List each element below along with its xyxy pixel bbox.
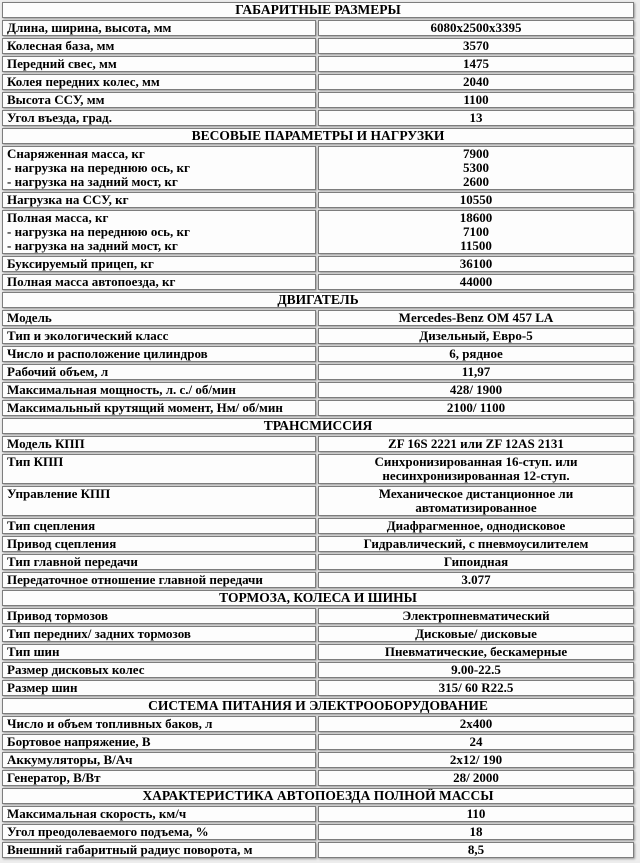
section-header-row [2, 128, 634, 144]
spec-value: ZF 16S 2221 или ZF 12AS 2131 [388, 436, 564, 451]
spec-value: Пневматические, бескамерные [384, 644, 568, 659]
spec-label-cell [2, 806, 316, 822]
spec-value-cell [318, 554, 634, 570]
section-header [2, 788, 634, 804]
spec-label-cell [2, 734, 316, 750]
spec-label-cell [2, 680, 316, 696]
spec-value-cell [318, 192, 634, 208]
spec-label-cell [2, 644, 316, 660]
spec-label: Генератор, В/Вт [7, 770, 101, 785]
spec-value-cell [318, 210, 634, 254]
table-row [2, 382, 634, 398]
section-header-row [2, 698, 634, 714]
section-title: ХАРАКТЕРИСТИКА АВТОПОЕЗДА ПОЛНОЙ МАССЫ [142, 788, 494, 803]
spec-value: 11,97 [461, 364, 491, 379]
spec-value: 44000 [459, 274, 493, 289]
table-row [2, 56, 634, 72]
section-title: ТРАНСМИССИЯ [263, 418, 373, 433]
spec-label: Угол въезда, град. [7, 110, 112, 125]
spec-value-cell [318, 572, 634, 588]
section-header [2, 698, 634, 714]
section-header-row [2, 418, 634, 434]
spec-label: Тип шин [7, 644, 60, 659]
spec-label-cell [2, 146, 316, 190]
table-row [2, 486, 634, 516]
spec-label-cell [2, 536, 316, 552]
spec-label: Длина, ширина, высота, мм [7, 20, 172, 35]
spec-label-cell [2, 92, 316, 108]
table-row [2, 74, 634, 90]
spec-label-cell [2, 662, 316, 678]
spec-value-cell [318, 824, 634, 840]
spec-label-cell [2, 400, 316, 416]
spec-value: 18600 [459, 210, 493, 225]
spec-value-cell [318, 74, 634, 90]
spec-label: Модель [7, 310, 52, 325]
spec-value: 315/ 60 R22.5 [438, 680, 514, 695]
spec-value: 7100 [463, 224, 489, 239]
table-row [2, 364, 634, 380]
spec-value-cell [318, 770, 634, 786]
spec-value-cell [318, 536, 634, 552]
spec-label-cell [2, 310, 316, 326]
spec-value-cell [318, 20, 634, 36]
spec-value: 11500 [460, 238, 492, 253]
spec-value-cell [318, 644, 634, 660]
spec-value-cell [318, 328, 634, 344]
spec-label-cell [2, 454, 316, 484]
spec-value: Дизельный, Евро-5 [419, 328, 533, 343]
spec-label: - нагрузка на задний мост, кг [7, 238, 178, 253]
table-row [2, 680, 634, 696]
spec-value: Синхронизированная 16-ступ. или [374, 454, 578, 469]
spec-value: 3.077 [461, 572, 491, 587]
spec-label-cell [2, 752, 316, 768]
spec-label: Максимальная скорость, км/ч [7, 806, 187, 821]
spec-value: 7900 [463, 146, 489, 161]
spec-value-cell [318, 806, 634, 822]
spec-label-cell [2, 328, 316, 344]
spec-value: 110 [466, 806, 486, 821]
table-row [2, 256, 634, 272]
spec-label-cell [2, 346, 316, 362]
spec-value-cell [318, 842, 634, 858]
spec-label: Рабочий объем, л [7, 364, 109, 379]
section-header-row [2, 292, 634, 308]
section-title: ГАБАРИТНЫЕ РАЗМЕРЫ [235, 2, 401, 17]
spec-label-cell [2, 210, 316, 254]
spec-value-cell [318, 436, 634, 452]
spec-value-cell [318, 734, 634, 750]
spec-label: Привод сцепления [7, 536, 117, 551]
table-row [2, 436, 634, 452]
table-row [2, 192, 634, 208]
table-row [2, 92, 634, 108]
spec-value-cell [318, 364, 634, 380]
spec-value: 5300 [463, 160, 489, 175]
spec-value-cell [318, 146, 634, 190]
spec-value: 2100/ 1100 [446, 400, 506, 415]
spec-value-cell [318, 680, 634, 696]
spec-label: Нагрузка на ССУ, кг [7, 192, 129, 207]
spec-value: 2600 [463, 174, 489, 189]
spec-label-cell [2, 554, 316, 570]
spec-label: Аккумуляторы, В/Ач [7, 752, 133, 767]
table-row [2, 328, 634, 344]
spec-label: Число и расположение цилиндров [7, 346, 208, 361]
spec-value-cell [318, 274, 634, 290]
spec-value-cell [318, 752, 634, 768]
table-row [2, 146, 634, 190]
spec-label: Модель КПП [7, 436, 85, 451]
spec-value: 2х400 [459, 716, 493, 731]
table-row [2, 644, 634, 660]
spec-value-cell [318, 56, 634, 72]
spec-value: 2х12/ 190 [449, 752, 503, 767]
spec-value-cell [318, 608, 634, 624]
spec-label-cell [2, 20, 316, 36]
spec-value: 28/ 2000 [453, 770, 499, 785]
spec-value: 1100 [463, 92, 489, 107]
spec-value: 6080х2500х3395 [430, 20, 522, 35]
spec-label-cell [2, 486, 316, 516]
spec-value-cell [318, 454, 634, 484]
spec-label: Полная масса, кг [7, 210, 109, 225]
spec-value: 428/ 1900 [449, 382, 503, 397]
spec-label-cell [2, 74, 316, 90]
spec-value-cell [318, 382, 634, 398]
spec-label: Колесная база, мм [7, 38, 115, 53]
spec-label: Тип сцепления [7, 518, 96, 533]
spec-value: несинхронизированная 12-ступ. [382, 468, 570, 483]
spec-label-cell [2, 56, 316, 72]
section-header [2, 418, 634, 434]
spec-label: - нагрузка на переднюю ось, кг [7, 224, 190, 239]
spec-label: Снаряженная масса, кг [7, 146, 145, 161]
spec-value: 13 [469, 110, 483, 125]
spec-label-cell [2, 256, 316, 272]
table-row [2, 842, 634, 858]
table-row [2, 824, 634, 840]
spec-value: 10550 [459, 192, 493, 207]
spec-value-cell [318, 256, 634, 272]
spec-label: Высота ССУ, мм [7, 92, 105, 107]
spec-value: 18 [469, 824, 483, 839]
spec-label-cell [2, 572, 316, 588]
table-row [2, 454, 634, 484]
spec-value: Гипоидная [443, 554, 509, 569]
section-title: ДВИГАТЕЛЬ [277, 292, 359, 307]
spec-label: Тип передних/ задних тормозов [7, 626, 191, 641]
spec-label-cell [2, 608, 316, 624]
section-title: ВЕСОВЫЕ ПАРАМЕТРЫ И НАГРУЗКИ [191, 128, 445, 143]
spec-label: Буксируемый прицеп, кг [7, 256, 154, 271]
table-row [2, 38, 634, 54]
spec-label: - нагрузка на задний мост, кг [7, 174, 178, 189]
spec-label-cell [2, 518, 316, 534]
spec-label-cell [2, 716, 316, 732]
spec-label: Размер шин [7, 680, 78, 695]
spec-label: Передний свес, мм [7, 56, 117, 71]
spec-label: Максимальный крутящий момент, Нм/ об/мин [7, 400, 283, 415]
spec-value-cell [318, 346, 634, 362]
spec-label-cell [2, 364, 316, 380]
spec-label: Бортовое напряжение, В [7, 734, 151, 749]
spec-label-cell [2, 770, 316, 786]
table-row [2, 662, 634, 678]
spec-value: 6, рядное [449, 346, 503, 361]
spec-value-cell [318, 716, 634, 732]
section-header-row [2, 590, 634, 606]
section-title: ТОРМОЗА, КОЛЕСА И ШИНЫ [219, 590, 417, 605]
spec-label: Тип главной передачи [7, 554, 138, 569]
spec-label: Максимальная мощность, л. с./ об/мин [7, 382, 236, 397]
section-header [2, 128, 634, 144]
spec-value: Гидравлический, с пневмоусилителем [363, 536, 589, 551]
spec-value: 8,5 [467, 842, 485, 857]
spec-value: 24 [469, 734, 483, 749]
spec-value-cell [318, 310, 634, 326]
spec-value-cell [318, 662, 634, 678]
spec-label: Тип КПП [7, 454, 64, 469]
table-row [2, 626, 634, 642]
spec-label-cell [2, 274, 316, 290]
spec-label: Полная масса автопоезда, кг [7, 274, 176, 289]
spec-value: Механическое дистанционное ли [378, 486, 574, 501]
table-row [2, 716, 634, 732]
spec-value-cell [318, 518, 634, 534]
spec-label: Управление КПП [7, 486, 111, 501]
spec-label-cell [2, 192, 316, 208]
spec-value: Дисковые/ дисковые [415, 626, 537, 641]
section-header [2, 590, 634, 606]
table-row [2, 110, 634, 126]
table-row [2, 210, 634, 254]
spec-label-cell [2, 382, 316, 398]
spec-label: Привод тормозов [7, 608, 108, 623]
section-header-row [2, 2, 634, 18]
table-row [2, 400, 634, 416]
spec-label-cell [2, 110, 316, 126]
spec-value: 36100 [459, 256, 493, 271]
table-row [2, 274, 634, 290]
spec-label: Число и объем топливных баков, л [7, 716, 213, 731]
table-row [2, 752, 634, 768]
spec-value-cell [318, 626, 634, 642]
spec-value-cell [318, 38, 634, 54]
spec-value: Mercedes-Benz OM 457 LA [398, 310, 554, 325]
spec-label-cell [2, 626, 316, 642]
table-row [2, 770, 634, 786]
spec-value: 1475 [463, 56, 489, 71]
table-row [2, 734, 634, 750]
table-row [2, 554, 634, 570]
spec-label: Тип и экологический класс [7, 328, 169, 343]
spec-label: Колея передних колес, мм [7, 74, 160, 89]
section-header [2, 292, 634, 308]
spec-label: - нагрузка на переднюю ось, кг [7, 160, 190, 175]
table-row [2, 806, 634, 822]
spec-value: 9.00-22.5 [451, 662, 501, 677]
spec-value: 3570 [463, 38, 489, 53]
section-header-row [2, 788, 634, 804]
spec-label-cell [2, 38, 316, 54]
table-row [2, 310, 634, 326]
spec-label-cell [2, 436, 316, 452]
spec-value: 2040 [463, 74, 489, 89]
table-row [2, 572, 634, 588]
section-title: СИСТЕМА ПИТАНИЯ И ЭЛЕКТРООБОРУДОВАНИЕ [148, 698, 488, 713]
table-row [2, 536, 634, 552]
spec-label: Угол преодолеваемого подъема, % [7, 824, 209, 839]
table-row [2, 518, 634, 534]
spec-label: Передаточное отношение главной передачи [7, 572, 263, 587]
spec-label-cell [2, 824, 316, 840]
spec-value-cell [318, 486, 634, 516]
section-header [2, 2, 634, 18]
table-row [2, 608, 634, 624]
spec-label-cell [2, 842, 316, 858]
spec-value: Диафрагменное, однодисковое [386, 518, 566, 533]
table-row [2, 20, 634, 36]
spec-value-cell [318, 400, 634, 416]
spec-value-cell [318, 110, 634, 126]
spec-value-cell [318, 92, 634, 108]
table-row [2, 346, 634, 362]
spec-label: Внешний габаритный радиус поворота, м [7, 842, 253, 857]
spec-value: автоматизированное [415, 500, 537, 515]
spec-label: Размер дисковых колес [7, 662, 145, 677]
spec-value: Электропневматический [402, 608, 550, 623]
